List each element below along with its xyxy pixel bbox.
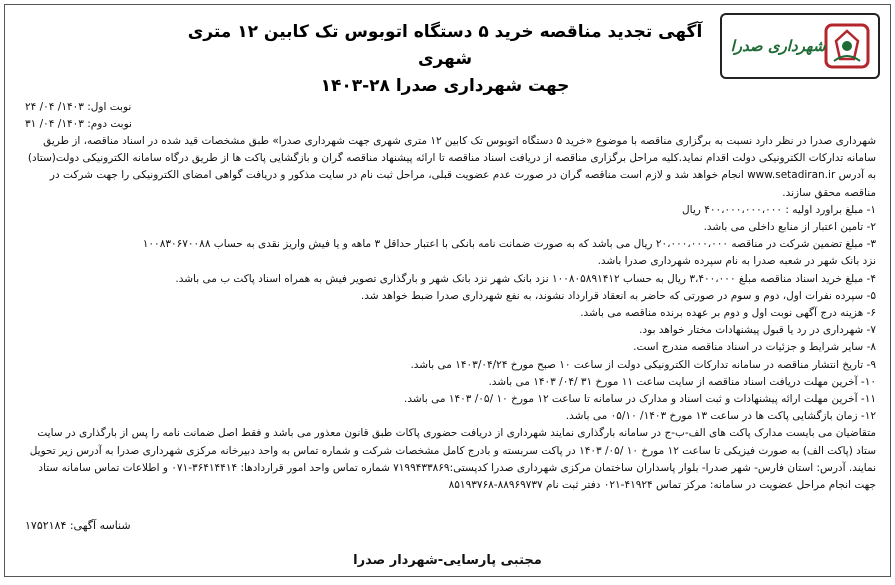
closing-paragraph: متقاضیان می بایست مدارک پاکت های الف-ب-ج در سامانه بارگذاری نمایند شهرداری از دریافت حضوری پاکات طبق قانون معذور می باشد و فقط اصل ضمانت نامه را پس از بارگذاری در سایت ستاد (پاکت الف) به صورت فیزیکی تا ساعت ۱۲ مورخ ۱۰ /۰۵/ ۱۴۰۳ در پاکت سربسته و بادرج کامل مشخصات شرکت و شماره تماس به واحد دبیرخانه مرکزی شهرداری صدرا به آدرس زیر تحویل نمایند. آدرس: استان فارس- شهر صدرا- بلوار پاسداران ساختمان مرکزی شهرداری صدرا کدپستی:۷۱۹۹۴۳۳۸۶۹ شماره تماس واحد امور قراردادها: ۳۶۴۱۴۴۱۴-۰۷۱ و اطلاعات تماس سامانه ستاد جهت انجام مراحل عضویت در سامانه: مرکز تماس ۴۱۹۲۴-۰۲۱ دفتر ثبت نام ۸۸۹۶۹۷۳۷-۸۵۱۹۳۷۶۸ bbox=[29, 427, 876, 492]
notice-body bbox=[19, 133, 876, 494]
condition-item: نزد بانک شهر در شعبه صدرا به نام سپرده شهرداری صدرا باشد. bbox=[597, 255, 876, 268]
condition-item: ۳- مبلغ تضمین شرکت در مناقصه ۲۰،۰۰۰،۰۰۰،۰۰۰ ریال می باشد که به صورت ضمانت نامه بانکی با اعتبار حداقل ۳ ماهه و یا فیش واریز نقدی به حساب ۱۰۰۸۳۰۶۷۰۰۸۸ bbox=[142, 238, 876, 251]
condition-item: ۹- تاریخ انتشار مناقصه در سامانه تدارکات الکترونیکی دولت از ساعت ۱۰ صبح مورخ ۱۴۰۳/۰۴/۲۴ می باشد. bbox=[410, 358, 876, 371]
second-publication-date: نوبت دوم: ۱۴۰۳/ ۰۴/ ۳۱ bbox=[25, 118, 132, 130]
condition-item: ۲- تامین اعتبار از منابع داخلی می باشد. bbox=[703, 221, 876, 234]
condition-item: ۱۲- زمان بازگشایی پاکت ها در ساعت ۱۳ مورخ ۱۴۰۳/ ۰۵/۱۰ می باشد. bbox=[565, 410, 876, 423]
condition-item: ۸- سایر شرایط و جزئیات در اسناد مناقصه مندرج است. bbox=[633, 341, 876, 354]
condition-item: ۴- مبلغ خرید اسناد مناقصه مبلغ ۳،۴۰۰،۰۰۰ ریال به حساب ۱۰۰۸۰۵۸۹۱۴۱۲ نزد بانک شهر نزد بانک شهر و بارگذاری تصویر فیش به همراه اسناد پاکت ب می باشد. bbox=[175, 272, 876, 285]
intro-paragraph: شهرداری صدرا در نظر دارد نسبت به برگزاری مناقصه با موضوع «خرید ۵ دستگاه اتوبوس تک کابین ۱۲ متری شهری جهت شهرداری صدرا» طبق مشخصات قید شده در اسناد مناقصه، از طریق سامانه تدارکات الکترونیکی دولت اقدام نماید.کلیه مراحل برگزاری مناقصه از دریافت اسناد مناقصه تا ارائه پیشنهاد مناقصه گران و بازگشایی پاکت ها از طریق درگاه سامانه الکترونیکی دولت(ستاد) به آدرس www.setadiran.ir انجام خواهد شد و لازم است مناقصه گران در صورت عدم عضویت قبلی، مراحل ثبت نام در سایت مذکور و دریافت گواهی امضای الکترونیکی را جهت شرکت در مناقصه محقق سازند. bbox=[27, 135, 876, 199]
condition-item: ۷- شهرداری در رد یا قبول پیشنهادات مختار خواهد بود. bbox=[639, 324, 876, 337]
ad-id: شناسه آگهی: ۱۷۵۲۱۸۴ bbox=[25, 519, 131, 532]
publication-dates bbox=[25, 99, 132, 133]
municipality-logo bbox=[720, 13, 880, 79]
title-line-1: آگهی تجدید مناقصه خرید ۵ دستگاه اتوبوس تک کابین ۱۲ متری شهری bbox=[187, 22, 703, 69]
tender-notice bbox=[4, 4, 891, 577]
title-line-2: جهت شهرداری صدرا ۲۸-۱۴۰۳ bbox=[320, 76, 570, 96]
condition-item: ۱۱- آخرین مهلت ارائه پیشنهادات و ثبت اسناد و مدارک در سامانه تا ساعت ۱۲ مورخ ۱۰ /۰۵/ ۱۴۰۳ می باشد. bbox=[404, 393, 876, 406]
signature: مجتبی پارسایی-شهردار صدرا bbox=[353, 553, 542, 568]
condition-item: ۵- سپرده نفرات اول، دوم و سوم در صورتی که حاضر به انعقاد قرارداد نشوند، به نفع شهرداری صدرا ضبط خواهد شد. bbox=[360, 289, 876, 302]
municipality-emblem-icon bbox=[822, 21, 872, 71]
logo-text: شهرداری صدرا bbox=[730, 37, 826, 55]
condition-item: ۶- هزینه درج آگهی نوبت اول و دوم بر عهده برنده مناقصه می باشد. bbox=[580, 307, 876, 320]
first-publication-date: نوبت اول: ۱۴۰۳/ ۰۴/ ۲۴ bbox=[25, 101, 132, 113]
notice-title bbox=[175, 19, 715, 100]
condition-item: ۱- مبلغ براورد اولیه : ۴۰۰،۰۰۰،۰۰۰،۰۰۰ ریال bbox=[682, 203, 876, 216]
condition-item: ۱۰- آخرین مهلت دریافت اسناد مناقصه از سایت ساعت ۱۱ مورخ ۳۱ /۰۴/ ۱۴۰۳ می باشد. bbox=[488, 375, 876, 388]
